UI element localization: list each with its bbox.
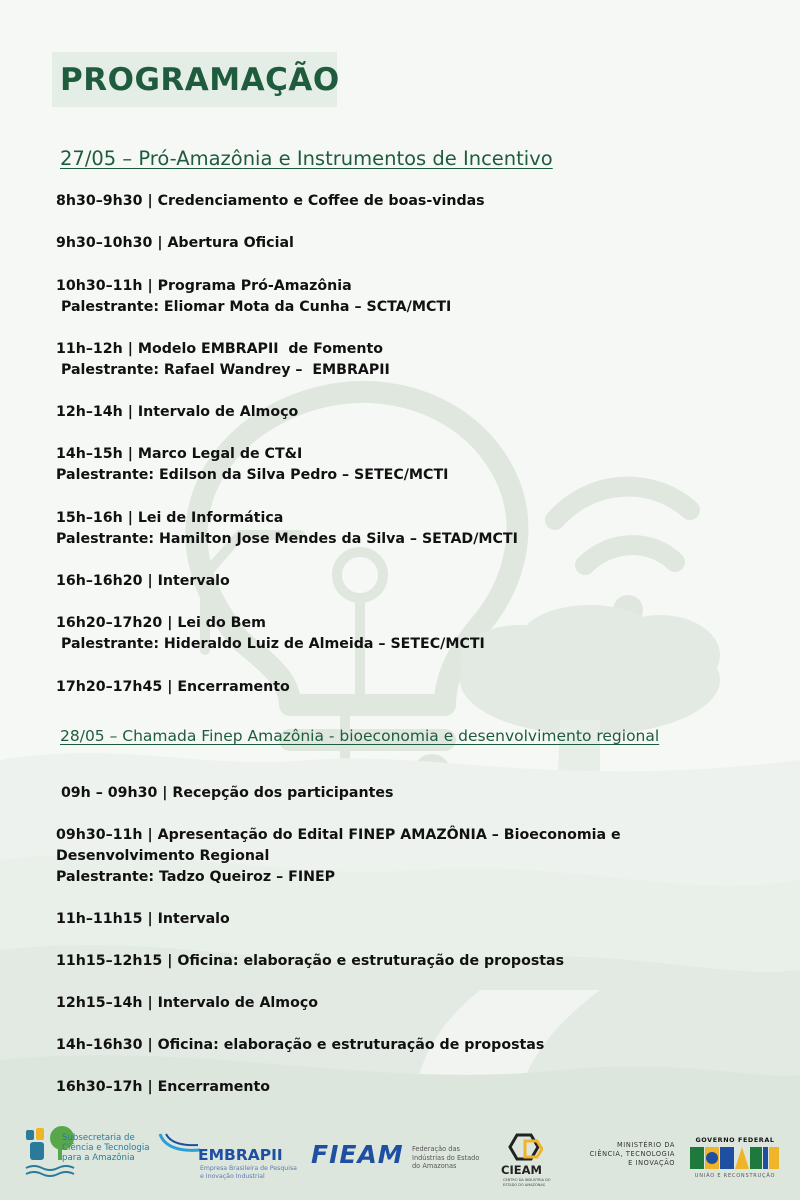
item-text: 14h–15h | Marco Legal de CT&I [56, 446, 303, 462]
item-text: 9h30–10h30 | Abertura Oficial [56, 235, 294, 251]
schedule-item [56, 909, 230, 930]
schedule-item [56, 677, 290, 698]
item-text-justified [56, 825, 744, 846]
logo-line: ESTADO DO AMAZONAS [503, 1182, 546, 1187]
schedule-item [56, 191, 485, 212]
item-speaker: Palestrante: Eliomar Mota da Cunha – SCTA/MCTI [56, 299, 452, 315]
item-text: 12h–14h | Intervalo de Almoço [56, 404, 299, 420]
logo-line: e Inovação Industrial [200, 1172, 265, 1180]
logo-line: Federação das [412, 1145, 460, 1153]
schedule-item [56, 825, 744, 888]
word: AMAZÔNIA [400, 827, 487, 843]
item-text: 11h15–12h15 | Oficina: elaboração e estruturação de propostas [56, 953, 565, 969]
brasil-logo-icon [690, 1145, 780, 1171]
schedule-item [56, 783, 393, 804]
item-text: 15h–16h | Lei de Informática [56, 510, 284, 526]
logo-line: CIÊNCIA, TECNOLOGIA [589, 1150, 675, 1158]
schedule-item [56, 613, 485, 655]
logo-line: CENTRO DA INDÚSTRIA DO [503, 1178, 551, 1182]
mcti-logo-text [582, 1141, 675, 1168]
schedule-item [56, 276, 451, 318]
logo-line: Indústrias do Estado [412, 1153, 480, 1162]
logo-line: Empresa Brasileira de Pesquisa [200, 1165, 297, 1172]
item-text: 14h–16h30 | Oficina: elaboração e estruturação de propostas [56, 1037, 545, 1053]
logo-line: do Amazonas [412, 1162, 457, 1170]
schedule-item [56, 444, 448, 486]
page-title: PROGRAMAÇÃO [60, 62, 340, 98]
schedule-item [56, 339, 390, 381]
cieam-logo-name: CIEAM [501, 1163, 542, 1177]
embrapii-swoosh-icon [158, 1132, 202, 1154]
item-text-continued: Desenvolvimento Regional [56, 848, 270, 864]
item-speaker: Palestrante: Edilson da Silva Pedro – SETEC/MCTI [56, 467, 449, 483]
cieam-logo-sub [503, 1178, 551, 1187]
embrapii-logo-sub [200, 1165, 297, 1180]
item-text: 09h – 09h30 | Recepção dos participantes [56, 785, 394, 801]
item-text: 16h20–17h20 | Lei do Bem [56, 615, 266, 631]
logo-line: Subsecretaria de [62, 1133, 135, 1143]
word: Bioeconomia [503, 827, 607, 843]
word: do [272, 827, 293, 843]
word: e [611, 827, 621, 843]
item-text: 16h30–17h | Encerramento [56, 1079, 271, 1095]
item-text: 12h15–14h | Intervalo de Almoço [56, 995, 318, 1011]
subsecretaria-logo-text [62, 1133, 150, 1163]
item-text: 8h30–9h30 | Credenciamento e Coffee de boas-vindas [56, 193, 485, 209]
cieam-hexagon-icon [507, 1133, 543, 1165]
item-text: 17h20–17h45 | Encerramento [56, 679, 290, 695]
gov-logo-top: GOVERNO FEDERAL [695, 1136, 775, 1144]
logo-line: para a Amazônia [62, 1153, 135, 1163]
logo-line: MINISTÉRIO DA [617, 1141, 675, 1149]
item-text: 10h30–11h | Programa Pró-Amazônia [56, 278, 352, 294]
word: Edital [297, 827, 344, 843]
fieam-logo-sub [412, 1145, 479, 1171]
schedule-item [56, 1035, 544, 1056]
schedule-item [56, 951, 564, 972]
word: – [491, 827, 499, 843]
item-speaker: Palestrante: Tadzo Queiroz – FINEP [56, 869, 336, 885]
schedule-item [56, 508, 518, 550]
gov-logo-bottom: UNIÃO E RECONSTRUÇÃO [694, 1173, 776, 1179]
word: | [147, 827, 153, 843]
item-text: 11h–12h | Modelo EMBRAPII de Fomento [56, 341, 384, 357]
word: 09h30–11h [56, 827, 143, 843]
item-speaker: Palestrante: Hamilton Jose Mendes da Silva – SETAD/MCTI [56, 531, 518, 547]
word: Apresentação [157, 827, 268, 843]
item-text: 16h–16h20 | Intervalo [56, 573, 230, 589]
item-speaker: Palestrante: Hideraldo Luiz de Almeida – SETEC/MCTI [56, 636, 485, 652]
day2-heading: 28/05 – Chamada Finep Amazônia - bioeconomia e desenvolvimento regional [60, 727, 660, 745]
item-speaker: Palestrante: Rafael Wandrey – EMBRAPII [56, 362, 390, 378]
logo-line: E INOVAÇÃO [628, 1159, 675, 1167]
schedule-item [56, 233, 294, 254]
embrapii-logo-name: EMBRAPII [198, 1146, 283, 1164]
logo-line: Ciência e Tecnologia [62, 1143, 150, 1153]
schedule-item [56, 993, 318, 1014]
day1-heading: 27/05 – Pró-Amazônia e Instrumentos de Incentivo [60, 147, 553, 170]
schedule-item [56, 402, 298, 423]
word: FINEP [348, 827, 396, 843]
schedule-item [56, 571, 230, 592]
schedule-item [56, 1077, 270, 1098]
fieam-logo-name: FIEAM [311, 1140, 404, 1169]
item-text: 11h–11h15 | Intervalo [56, 911, 230, 927]
